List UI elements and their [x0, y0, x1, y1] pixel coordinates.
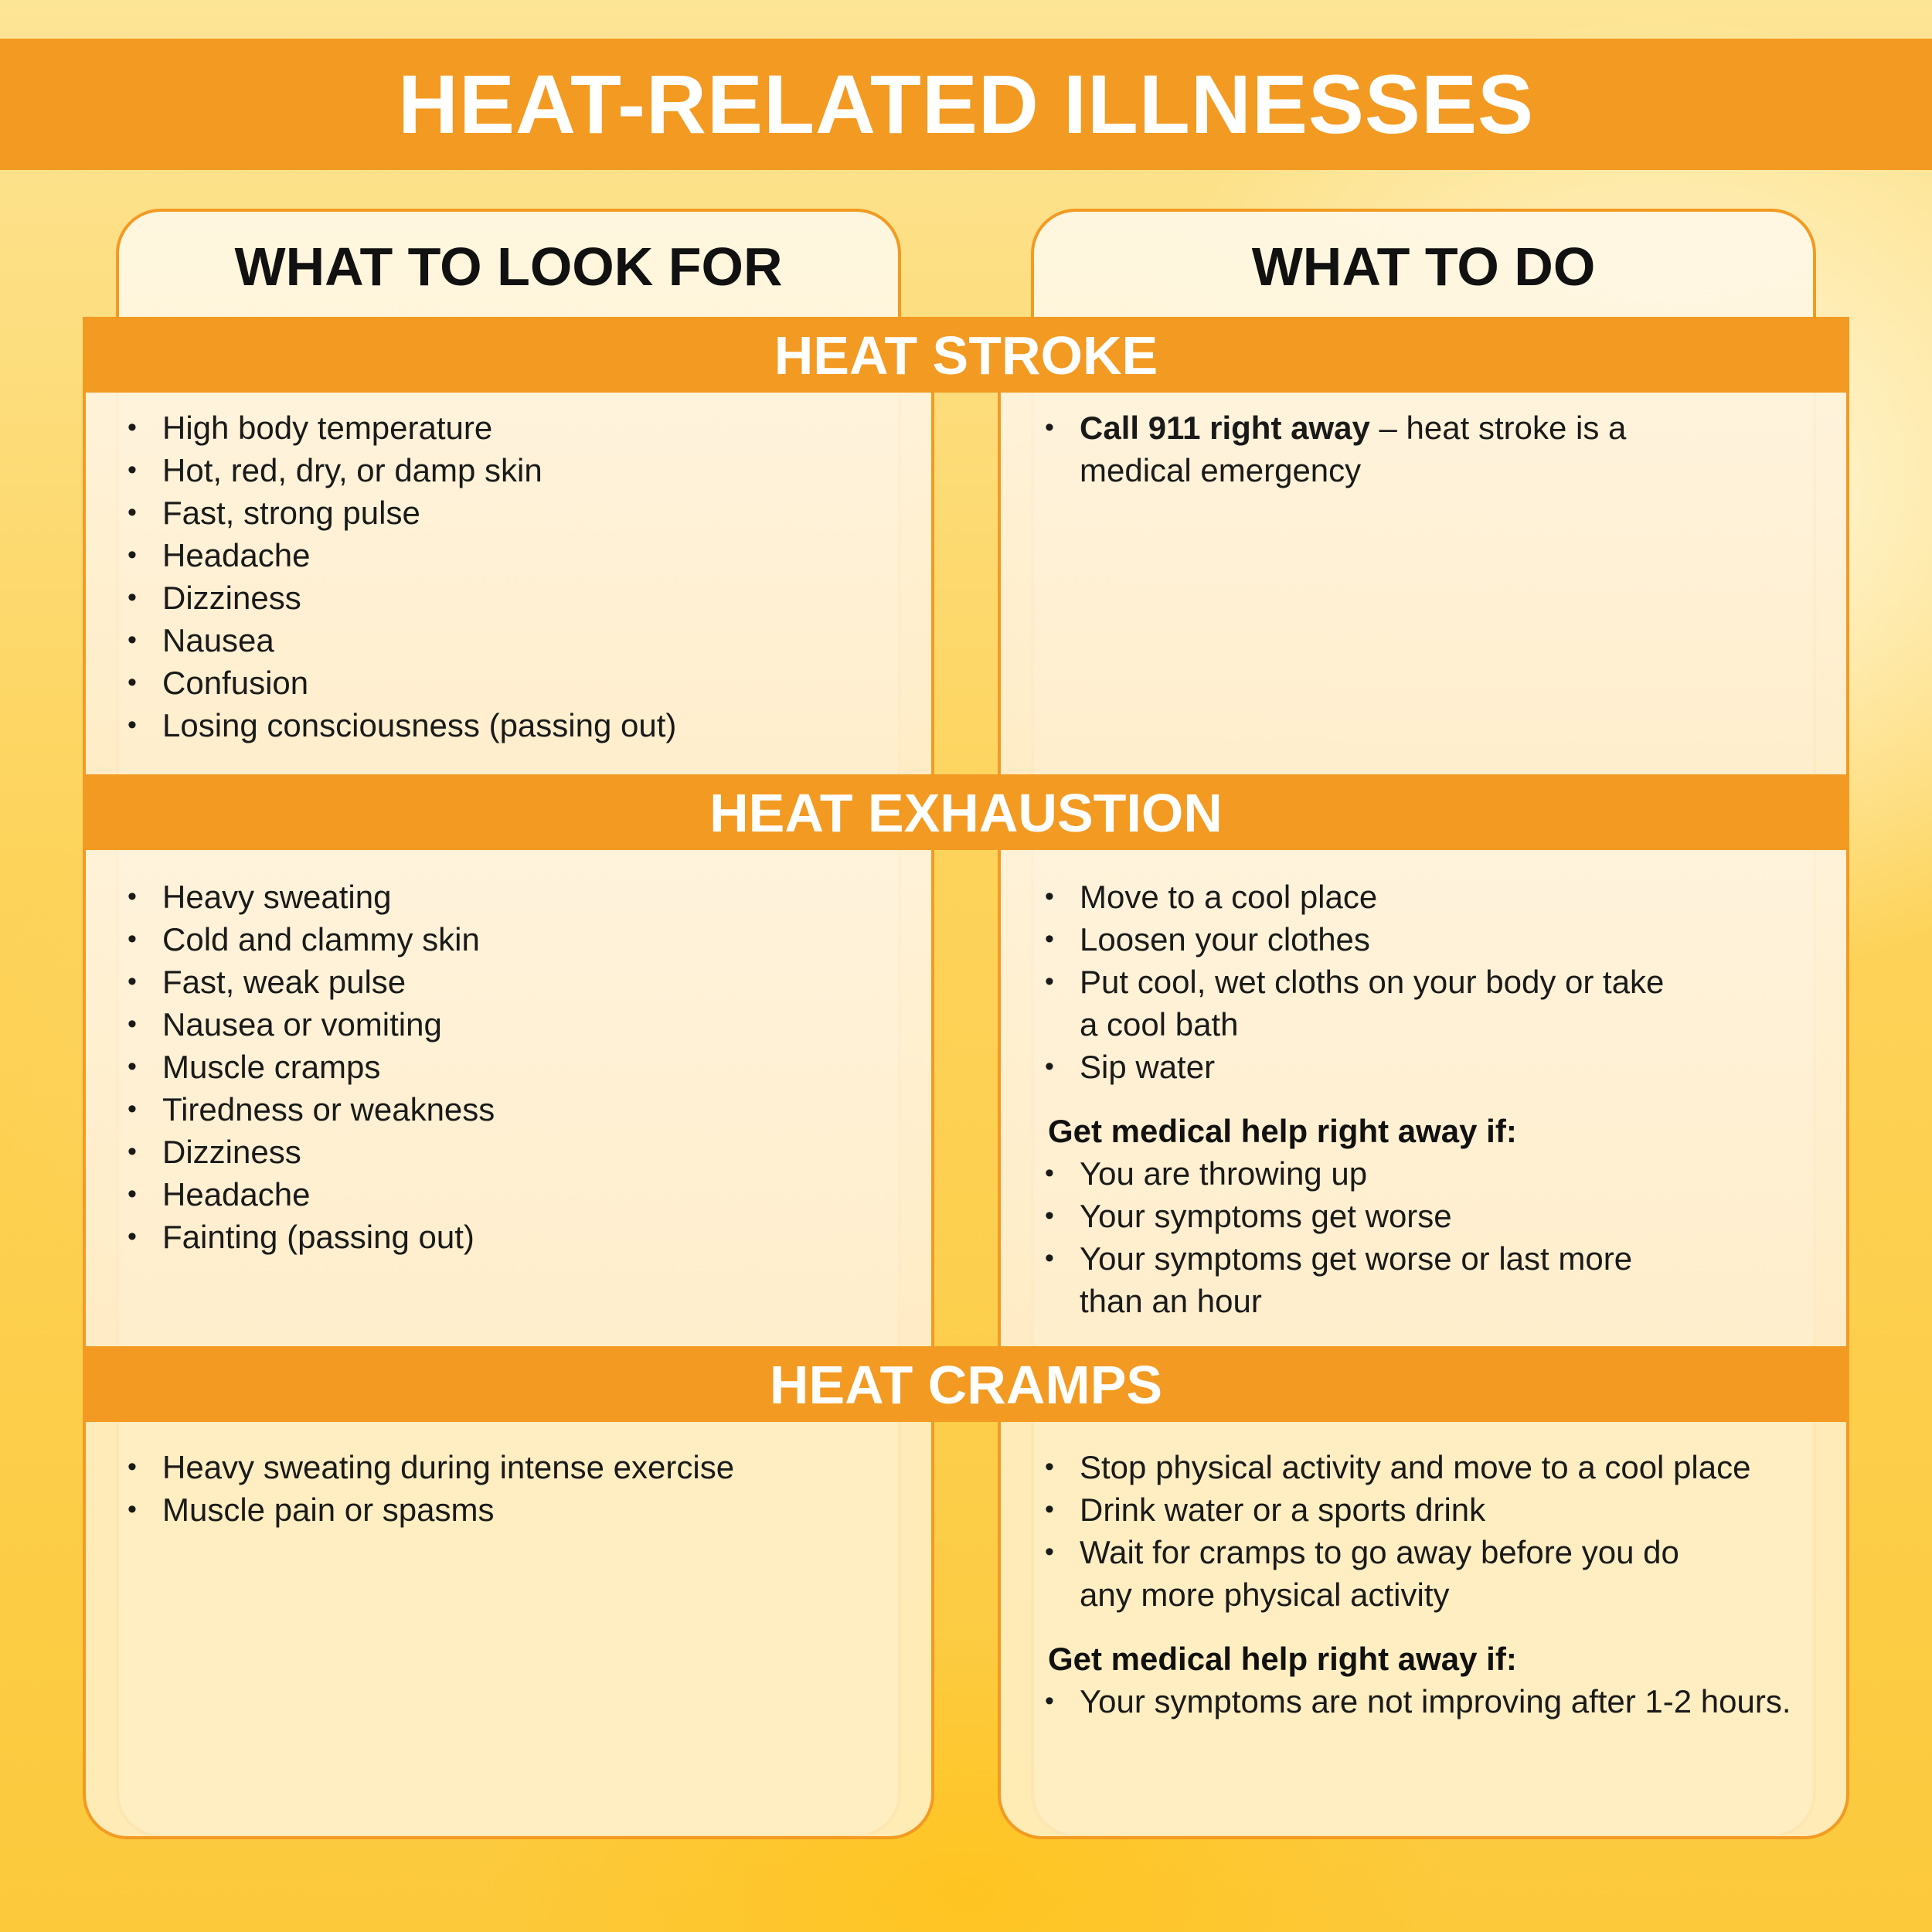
list-item: • Wait for cramps to go away before you do any more physical activity	[1000, 1531, 1690, 1616]
list-item: • Muscle pain or spasms	[83, 1488, 933, 1531]
list-item: • Your symptoms get worse	[1000, 1195, 1680, 1237]
medical-help-heading: Get medical help right away if:	[1048, 1113, 1517, 1149]
emergency-detail-text: – heat stroke is a medical emergency	[1080, 410, 1627, 488]
list-item: • Tiredness or weakness	[83, 1088, 933, 1131]
list-item: • Muscle cramps	[83, 1046, 933, 1088]
section-heat-stroke: HEAT STROKE	[83, 317, 1849, 393]
heat-stroke-actions	[1000, 406, 1634, 492]
list-item: • Loosen your clothes	[1000, 918, 1680, 961]
list-item: • Dizziness	[83, 1131, 933, 1173]
section-heat-cramps: HEAT CRAMPS	[83, 1346, 1849, 1422]
list-item: • Losing consciousness (passing out)	[83, 704, 933, 747]
emergency-call-text: Call 911 right away	[1080, 410, 1370, 446]
list-item: • Fainting (passing out)	[83, 1216, 933, 1258]
list-item: • Confusion	[83, 662, 933, 704]
list-item: • Drink water or a sports drink	[1000, 1488, 1842, 1531]
list-item: • High body temperature	[83, 406, 933, 449]
look-for-heading: WHAT TO LOOK FOR	[234, 236, 783, 297]
list-item: • Dizziness	[83, 577, 933, 619]
heat-cramps-actions	[1000, 1446, 1842, 1723]
list-item: • Your symptoms are not improving after 1-2 hours.	[1000, 1680, 1842, 1723]
list-item: • Sip water	[1000, 1046, 1680, 1088]
page-title: HEAT-RELATED ILLNESSES	[0, 39, 1932, 170]
section-heat-exhaustion: HEAT EXHAUSTION	[83, 774, 1849, 850]
list-item: • Move to a cool place	[1000, 876, 1680, 918]
heat-cramps-symptoms	[83, 1446, 933, 1531]
list-item: • Fast, weak pulse	[83, 961, 933, 1003]
list-item: • Heavy sweating	[83, 876, 933, 918]
list-item: • Stop physical activity and move to a cool place	[1000, 1446, 1842, 1488]
heat-exhaustion-actions	[1000, 876, 1680, 1322]
heat-stroke-symptoms	[83, 406, 933, 747]
list-item: • Fast, strong pulse	[83, 492, 933, 534]
list-item: • Headache	[83, 1173, 933, 1216]
list-item: • You are throwing up	[1000, 1152, 1680, 1195]
list-item: • Headache	[83, 534, 933, 577]
medical-help-heading: Get medical help right away if:	[1048, 1641, 1517, 1677]
list-item: • Nausea	[83, 619, 933, 662]
what-to-do-heading: WHAT TO DO	[1251, 236, 1596, 297]
list-item: • Nausea or vomiting	[83, 1003, 933, 1046]
heat-exhaustion-symptoms	[83, 876, 933, 1258]
list-item: • Hot, red, dry, or damp skin	[83, 449, 933, 492]
list-item: • Heavy sweating during intense exercise	[83, 1446, 933, 1488]
list-item: • Your symptoms get worse or last more than an hour	[1000, 1237, 1680, 1322]
list-item: • Cold and clammy skin	[83, 918, 933, 961]
list-item	[1000, 406, 1634, 492]
list-item: • Put cool, wet cloths on your body or take a cool bath	[1000, 961, 1680, 1046]
